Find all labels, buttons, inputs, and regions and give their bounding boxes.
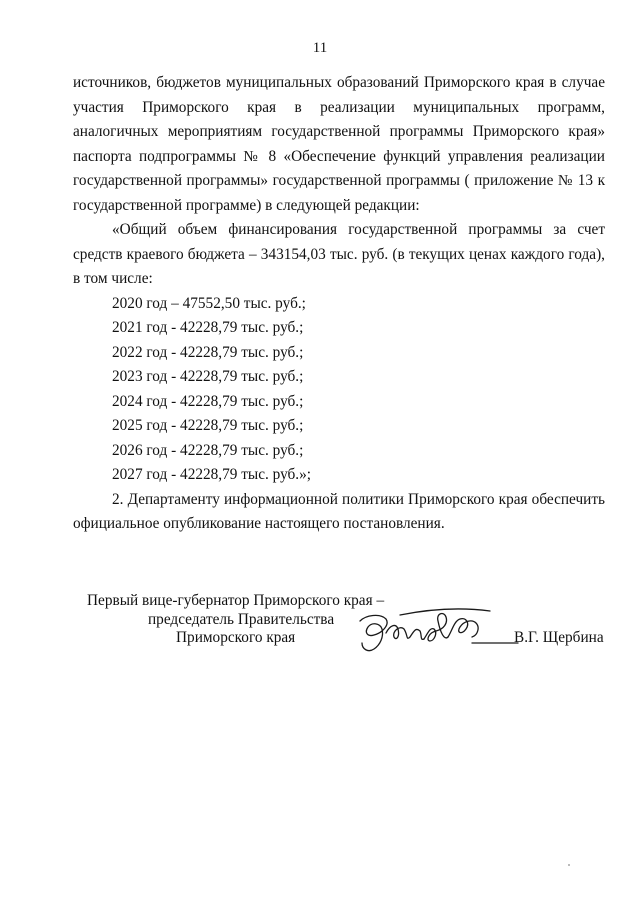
signatory-position-line-1: Первый вице-губернатор Приморского края – bbox=[87, 592, 385, 609]
continuation-paragraph: источников, бюджетов муниципальных образований Приморского края в случае участия Приморского края в реализации муниципальных программ, аналогичных мероприятиям государственной программы Приморского края» паспорта подпрограммы № 8 «Обеспечение функций управления реализации государственной программы» государственной программы ( приложение № 13 к государственной программе) в следующей редакции: bbox=[73, 74, 605, 214]
page-number: 11 bbox=[312, 40, 328, 56]
funding-year-list bbox=[73, 292, 605, 488]
signatory-position-line-2: председатель Правительства bbox=[148, 611, 335, 628]
funding-year-item: 2024 год - 42228,79 тыс. руб.; bbox=[112, 392, 304, 410]
funding-year-item: 2023 год - 42228,79 тыс. руб.; bbox=[112, 368, 304, 385]
funding-intro-paragraph: «Общий объем финансирования государственной программы за счет средств краевого бюджета – 343154,03 тыс. руб. (в текущих ценах каждого года), в том числе: bbox=[73, 221, 605, 287]
signatory-name: В.Г. Щербина bbox=[514, 629, 604, 646]
body-text bbox=[73, 71, 605, 537]
signature-block bbox=[0, 591, 640, 671]
scan-artifact bbox=[568, 864, 570, 866]
publication-paragraph: 2. Департаменту информационной политики Приморского края обеспечить официальное опубликование настоящего постановления. bbox=[73, 490, 605, 532]
funding-year-item: 2022 год - 42228,79 тыс. руб.; bbox=[112, 343, 304, 361]
funding-year-item: 2027 год - 42228,79 тыс. руб.»; bbox=[112, 466, 312, 483]
funding-year-item: 2025 год - 42228,79 тыс. руб.; bbox=[112, 417, 304, 434]
funding-year-item: 2021 год - 42228,79 тыс. руб.; bbox=[112, 319, 304, 336]
funding-year-item: 2026 год - 42228,79 тыс. руб.; bbox=[112, 441, 304, 459]
handwritten-signature bbox=[340, 597, 520, 659]
signatory-position-line-3: Приморского края bbox=[176, 629, 296, 646]
funding-year-item: 2020 год – 47552,50 тыс. руб.; bbox=[112, 294, 306, 312]
